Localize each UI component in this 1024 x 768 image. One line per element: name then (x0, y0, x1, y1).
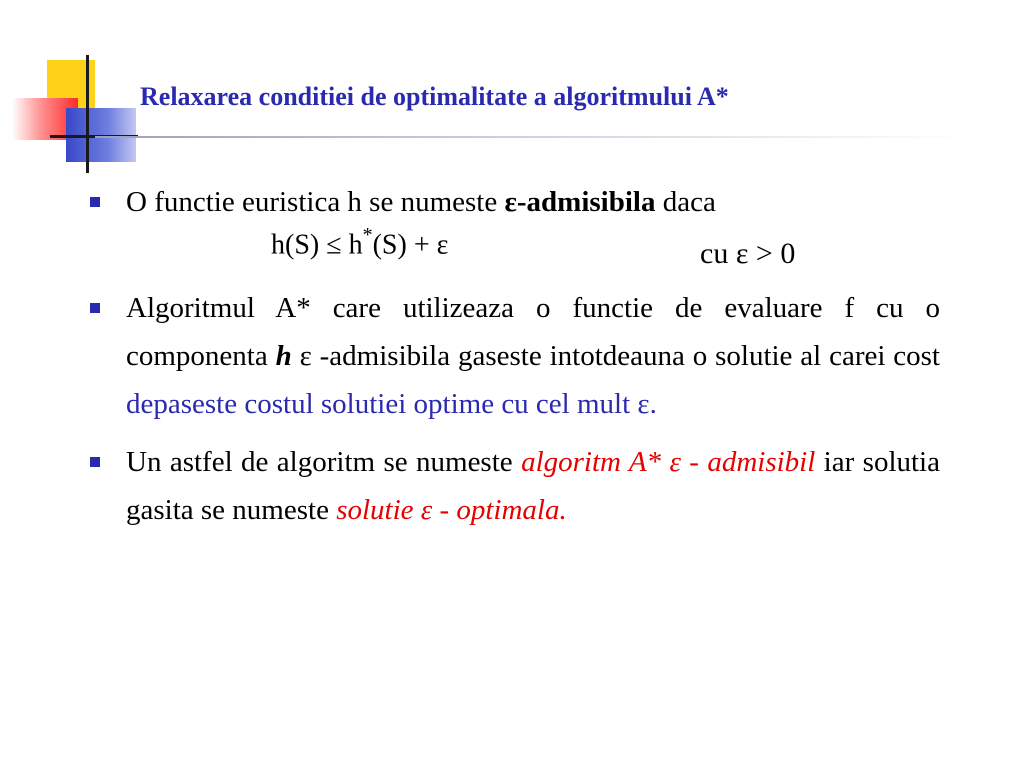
title-underline (95, 136, 965, 138)
bullet-square-icon (90, 457, 100, 467)
decor-vertical-line (86, 55, 89, 173)
bullet-item-3: Un astfel de algoritm se numeste algoritm A* ε - admisibil iar solutia gasita se numeste solutie ε - optimala. (88, 438, 940, 534)
slide-title: Relaxarea conditiei de optimalitate a algoritmului A* (140, 82, 729, 111)
bullet-item-1: O functie euristica h se numeste ε-admisibila daca (88, 178, 940, 226)
bullet-square-icon (90, 303, 100, 313)
bullet-square-icon (90, 197, 100, 207)
bullet-list (88, 178, 940, 534)
formula-row (88, 226, 940, 284)
formula-condition: cu ε > 0 (700, 237, 796, 270)
bullet-item-2: Algoritmul A* care utilizeaza o functie de evaluare f cu o componenta h ε -admisibila gaseste intotdeauna o solutie al carei cost depaseste costul solutiei optime cu cel mult ε. (88, 284, 940, 428)
formula-expression: h(S) ≤ h*(S) + ε (271, 224, 449, 261)
